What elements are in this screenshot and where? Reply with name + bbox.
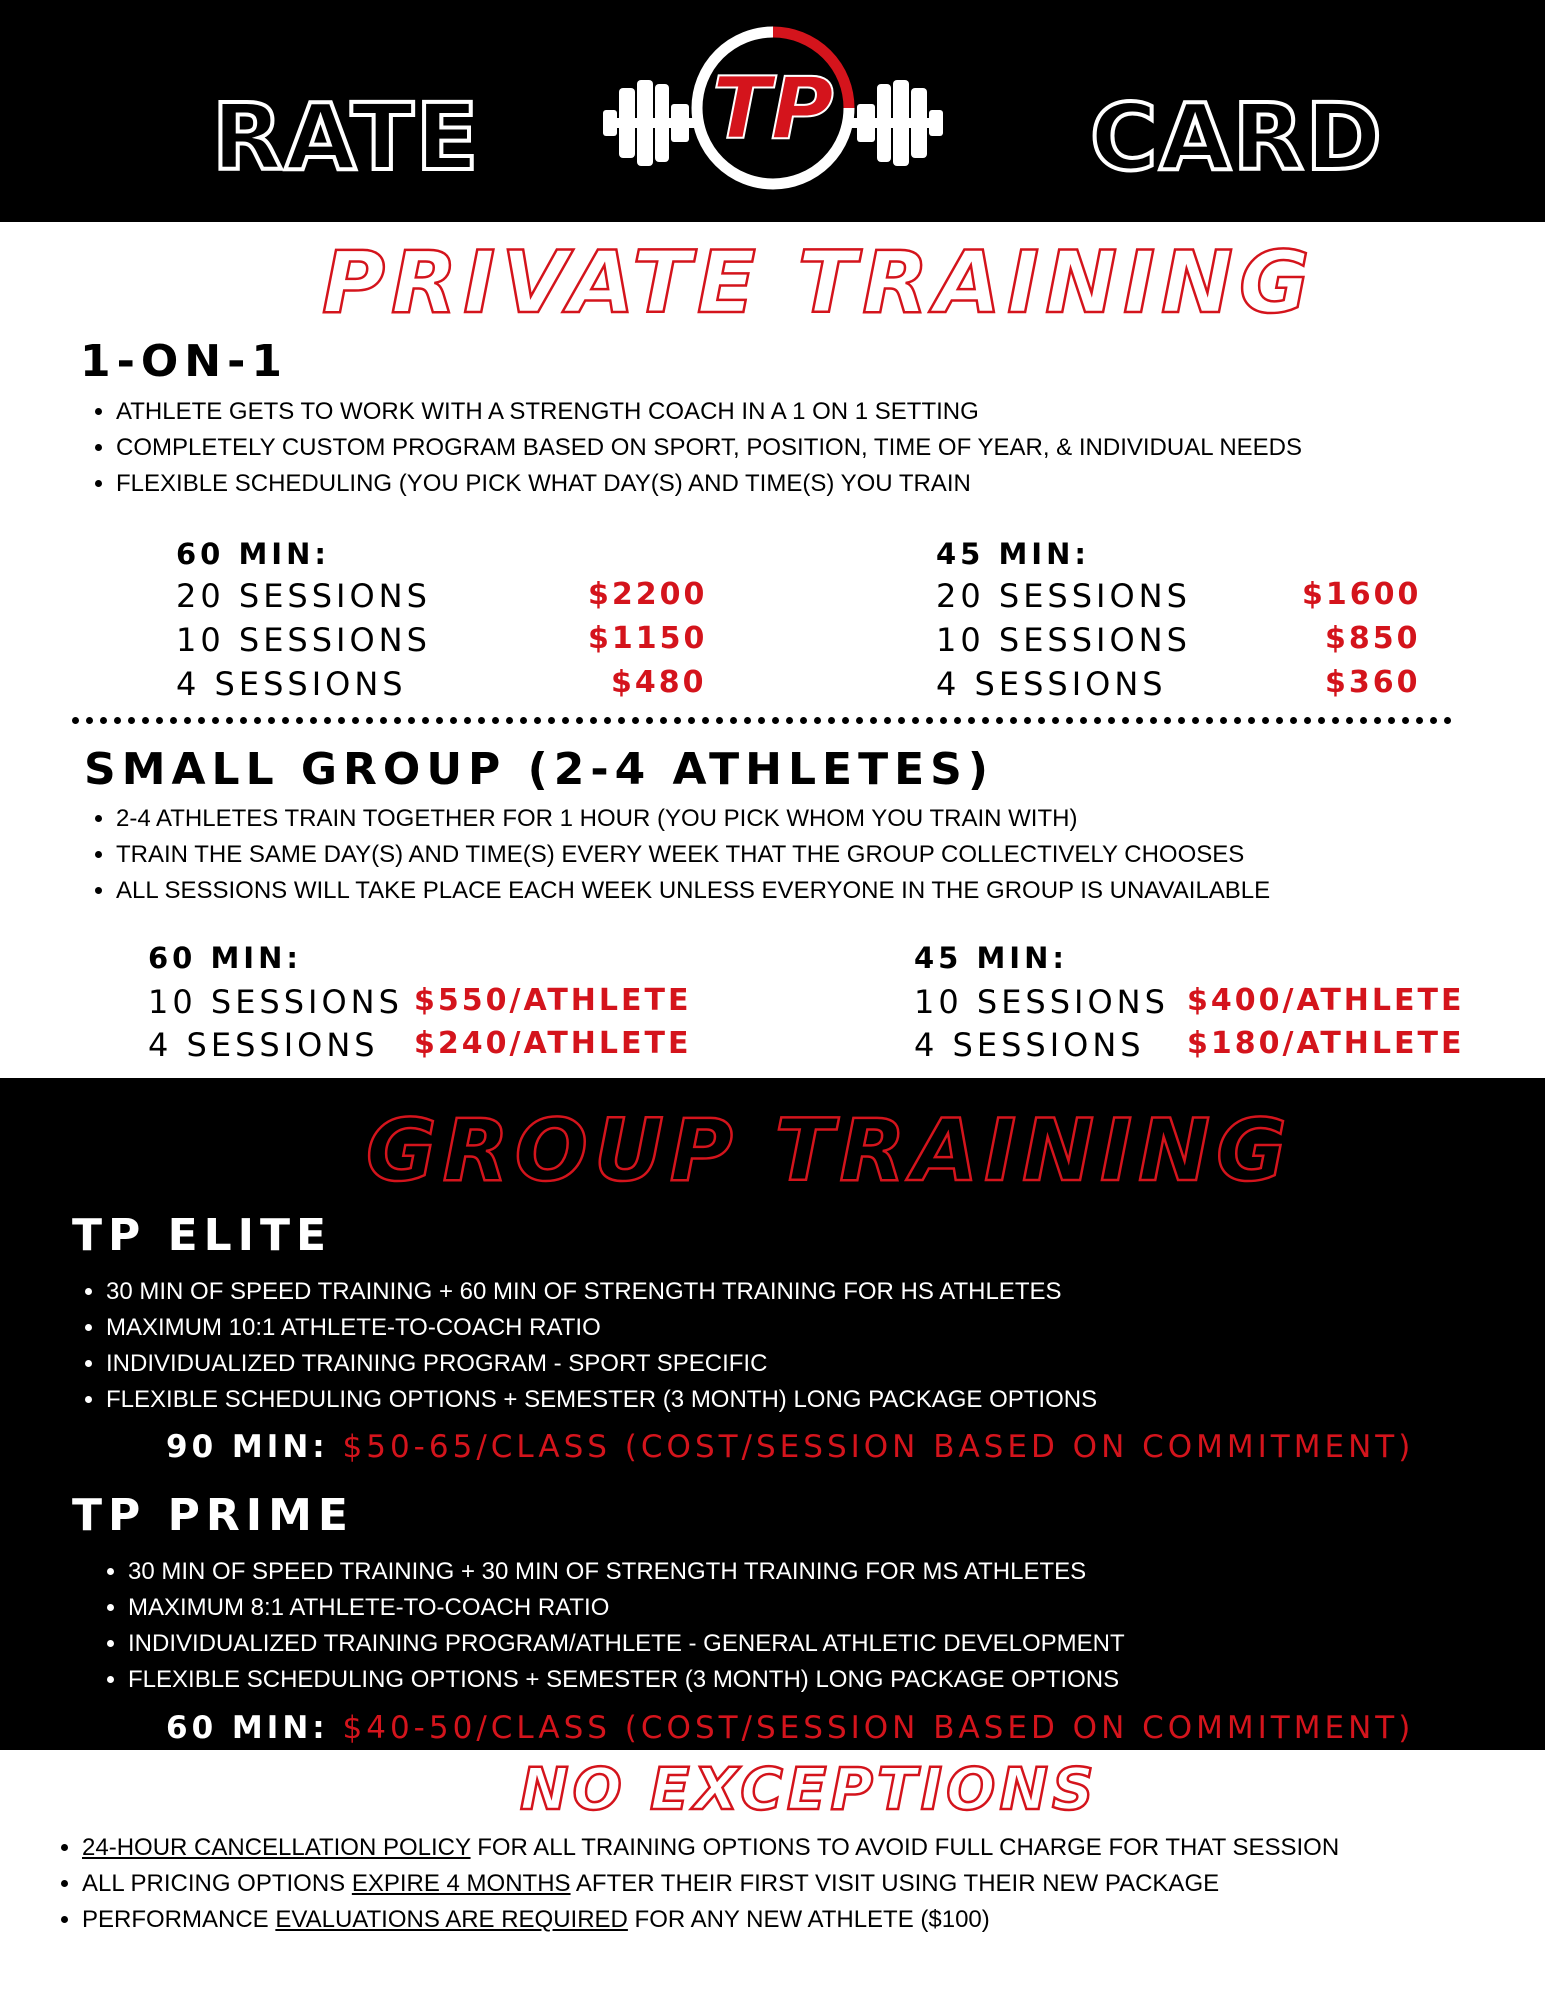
tp-elite-bullets (72, 1274, 1097, 1418)
list-item: • TRAIN THE SAME DAY(S) AND TIME(S) EVERY WEEK THAT THE GROUP COLLECTIVELY CHOOSES (116, 837, 1270, 873)
price-value: $1150 (588, 621, 708, 656)
price-value: $240/ATHLETE (414, 1026, 692, 1061)
price-value: $400/ATHLETE (1187, 983, 1465, 1018)
list-item: • COMPLETELY CUSTOM PROGRAM BASED ON SPORT, POSITION, TIME OF YEAR, & INDIVIDUAL NEEDS (116, 430, 1302, 466)
one-on-one-bullets (82, 394, 1302, 502)
list-item (82, 1902, 1339, 1938)
price-row-label: 10 SESSIONS (176, 621, 431, 659)
list-item (82, 1866, 1339, 1902)
price-row-label: 4 SESSIONS (148, 1026, 379, 1064)
price-value: $1600 (1302, 577, 1422, 612)
tp-prime-bullets (94, 1554, 1125, 1698)
small-group-60-heading: 60 MIN: (148, 941, 302, 975)
one-on-one-heading: 1-ON-1 (80, 336, 288, 387)
exception-emphasis: EVALUATIONS ARE REQUIRED (275, 1906, 628, 1933)
exceptions-list (48, 1830, 1339, 1938)
price-row-label: 20 SESSIONS (936, 577, 1191, 615)
price-value: $850 (1325, 621, 1421, 656)
list-item: • MAXIMUM 10:1 ATHLETE-TO-COACH RATIO (106, 1310, 1097, 1346)
one-on-one-60-heading: 60 MIN: (176, 537, 330, 571)
header-bar (0, 0, 1545, 222)
one-on-one-45-heading: 45 MIN: (936, 537, 1090, 571)
tp-elite-heading: TP ELITE (72, 1210, 333, 1261)
private-training-title: PRIVATE TRAINING (322, 233, 1316, 333)
list-item: • 2-4 ATHLETES TRAIN TOGETHER FOR 1 HOUR (YOU PICK WHOM YOU TRAIN WITH) (116, 801, 1270, 837)
exception-text: FOR ALL TRAINING OPTIONS TO AVOID FULL CHARGE FOR THAT SESSION (470, 1834, 1340, 1861)
list-item: • 30 MIN OF SPEED TRAINING + 30 MIN OF STRENGTH TRAINING FOR MS ATHLETES (128, 1554, 1125, 1590)
list-item: • INDIVIDUALIZED TRAINING PROGRAM/ATHLETE - GENERAL ATHLETIC DEVELOPMENT (128, 1626, 1125, 1662)
price-row-label: 4 SESSIONS (936, 665, 1167, 703)
card-word: CARD (1090, 84, 1384, 191)
price-row-label: 4 SESSIONS (176, 665, 407, 703)
tp-elite-price (166, 1429, 1415, 1465)
small-group-45-heading: 45 MIN: (914, 941, 1068, 975)
list-item: • FLEXIBLE SCHEDULING OPTIONS + SEMESTER (3 MONTH) LONG PACKAGE OPTIONS (128, 1662, 1125, 1698)
logo-letters: TP (712, 59, 834, 159)
price-value: $2200 (588, 577, 708, 612)
tp-prime-price (166, 1710, 1415, 1746)
exception-prefix: PERFORMANCE (82, 1906, 276, 1933)
price-row-label: 4 SESSIONS (914, 1026, 1145, 1064)
price-value: $480 (611, 665, 707, 700)
list-item: • FLEXIBLE SCHEDULING OPTIONS + SEMESTER (3 MONTH) LONG PACKAGE OPTIONS (106, 1382, 1097, 1418)
tp-prime-price-label: 60 MIN: (166, 1710, 329, 1746)
small-group-bullets (82, 801, 1270, 909)
exception-text: FOR ANY NEW ATHLETE ($100) (627, 1906, 990, 1933)
price-value: $180/ATHLETE (1187, 1026, 1465, 1061)
exception-prefix: ALL PRICING OPTIONS (82, 1870, 352, 1897)
price-row-label: 20 SESSIONS (176, 577, 431, 615)
tp-barbell-logo (597, 22, 949, 192)
small-group-heading: SMALL GROUP (2-4 ATHLETES) (84, 744, 994, 795)
list-item: • ATHLETE GETS TO WORK WITH A STRENGTH COACH IN A 1 ON 1 SETTING (116, 394, 1302, 430)
exception-emphasis: 24-HOUR CANCELLATION POLICY (82, 1834, 471, 1861)
tp-elite-price-value: $50-65/CLASS (COST/SESSION BASED ON COMMITMENT) (342, 1429, 1415, 1465)
price-value: $360 (1325, 665, 1421, 700)
dotted-divider (72, 717, 1452, 724)
list-item: • INDIVIDUALIZED TRAINING PROGRAM - SPORT SPECIFIC (106, 1346, 1097, 1382)
list-item: • ALL SESSIONS WILL TAKE PLACE EACH WEEK UNLESS EVERYONE IN THE GROUP IS UNAVAILABLE (116, 873, 1270, 909)
list-item: • MAXIMUM 8:1 ATHLETE-TO-COACH RATIO (128, 1590, 1125, 1626)
list-item (82, 1830, 1339, 1866)
exception-text: AFTER THEIR FIRST VISIT USING THEIR NEW PACKAGE (570, 1870, 1220, 1897)
tp-elite-price-label: 90 MIN: (166, 1429, 329, 1465)
price-value: $550/ATHLETE (414, 983, 692, 1018)
list-item: • FLEXIBLE SCHEDULING (YOU PICK WHAT DAY(S) AND TIME(S) YOU TRAIN (116, 466, 1302, 502)
price-row-label: 10 SESSIONS (936, 621, 1191, 659)
list-item: • 30 MIN OF SPEED TRAINING + 60 MIN OF STRENGTH TRAINING FOR HS ATHLETES (106, 1274, 1097, 1310)
price-row-label: 10 SESSIONS (148, 983, 403, 1021)
no-exceptions-title: NO EXCEPTIONS (520, 1755, 1098, 1823)
price-row-label: 10 SESSIONS (914, 983, 1169, 1021)
exception-emphasis: EXPIRE 4 MONTHS (351, 1870, 571, 1897)
group-training-title: GROUP TRAINING (366, 1101, 1293, 1201)
tp-prime-heading: TP PRIME (72, 1490, 354, 1541)
tp-prime-price-value: $40-50/CLASS (COST/SESSION BASED ON COMMITMENT) (342, 1710, 1415, 1746)
rate-word: RATE (212, 84, 481, 191)
